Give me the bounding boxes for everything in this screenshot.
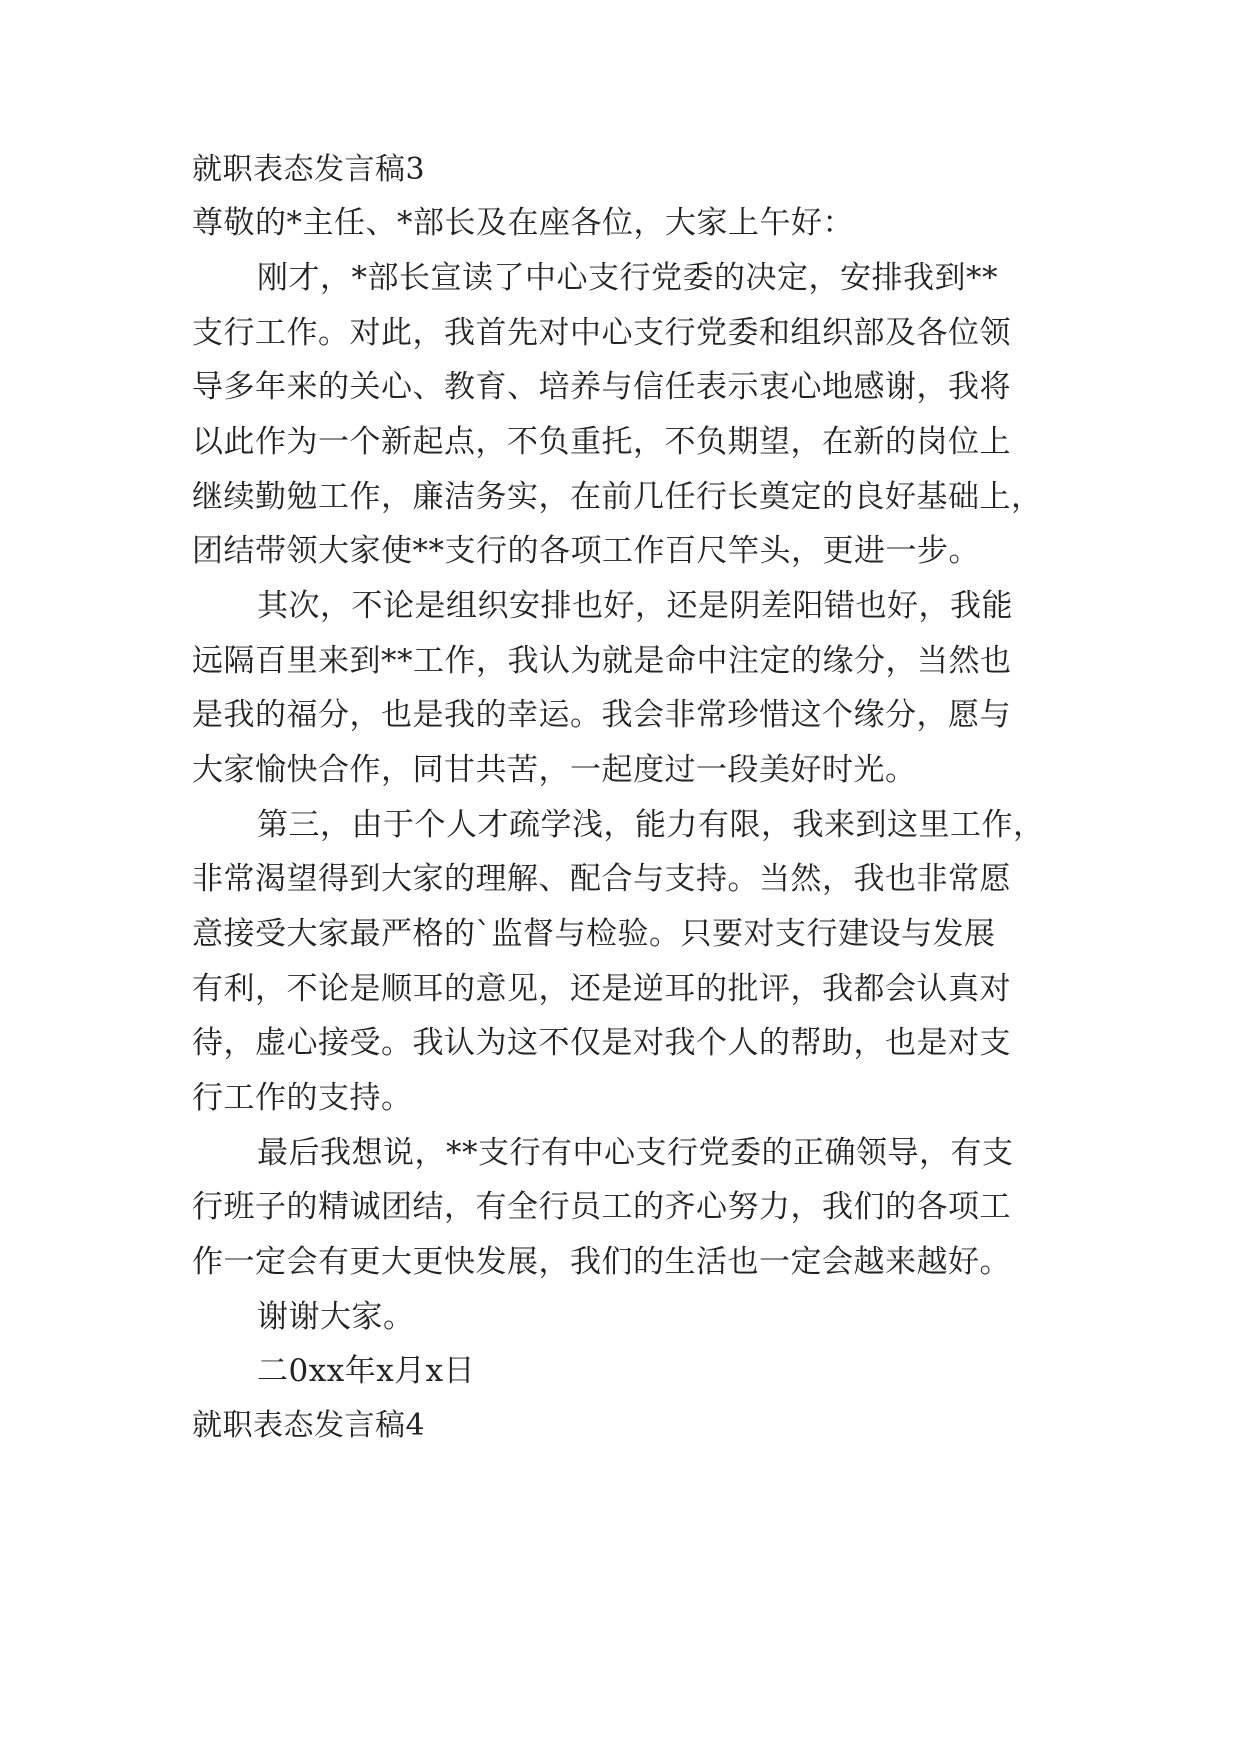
paragraph-2-line-1: 其次，不论是组织安排也好，还是阴差阳错也好，我能 [257,588,1013,624]
section-heading-4: 就职表态发言稿4 [192,1408,426,1443]
paragraph-3-line-1: 第三，由于个人才疏学浅，能力有限，我来到这里工作， [257,807,1045,843]
paragraph-3-line-2: 非常渴望得到大家的理解、配合与支持。当然，我也非常愿 [192,861,1011,897]
paragraph-3-line-4: 有利，不论是顺耳的意见，还是逆耳的批评，我都会认真对 [192,971,1011,1007]
paragraph-3-line-3: 意接受大家最严格的`监督与检验。只要对支行建设与发展 [192,916,996,952]
paragraph-3-line-5: 待，虚心接受。我认为这不仅是对我个人的帮助，也是对支 [192,1025,1011,1061]
paragraph-1-line-5: 继续勤勉工作，廉洁务实，在前几任行长奠定的良好基础上， [192,479,1043,515]
closing-thanks: 谢谢大家。 [257,1299,415,1335]
section-heading-3: 就职表态发言稿3 [192,152,426,187]
paragraph-3-line-6: 行工作的支持。 [192,1080,413,1116]
paragraph-2-line-2: 远隔百里来到**工作，我认为就是命中注定的缘分，当然也 [192,643,1012,679]
paragraph-4-line-1: 最后我想说，**支行有中心支行党委的正确领导，有支 [257,1135,1014,1171]
date-line: 二0xx年x月x日 [257,1353,476,1389]
salutation: 尊敬的*主任、*部长及在座各位，大家上午好： [192,205,854,241]
paragraph-1-line-3: 导多年来的关心、教育、培养与信任表示衷心地感谢，我将 [192,369,1011,405]
paragraph-2-line-3: 是我的福分，也是我的幸运。我会非常珍惜这个缘分，愿与 [192,697,1011,733]
paragraph-1-line-4: 以此作为一个新起点，不负重托，不负期望，在新的岗位上 [192,424,1011,460]
paragraph-2-line-4: 大家愉快合作，同甘共苦，一起度过一段美好时光。 [192,752,917,788]
paragraph-1-line-6: 团结带领大家使**支行的各项工作百尺竿头，更进一步。 [192,533,980,569]
paragraph-1-line-1: 刚才，*部长宣读了中心支行党委的决定，安排我到** [257,260,998,296]
paragraph-1-line-2: 支行工作。对此，我首先对中心支行党委和组织部及各位领 [192,315,1011,351]
paragraph-4-line-2: 行班子的精诚团结，有全行员工的齐心努力，我们的各项工 [192,1189,1011,1225]
paragraph-4-line-3: 作一定会有更大更快发展，我们的生活也一定会越来越好。 [192,1244,1011,1280]
